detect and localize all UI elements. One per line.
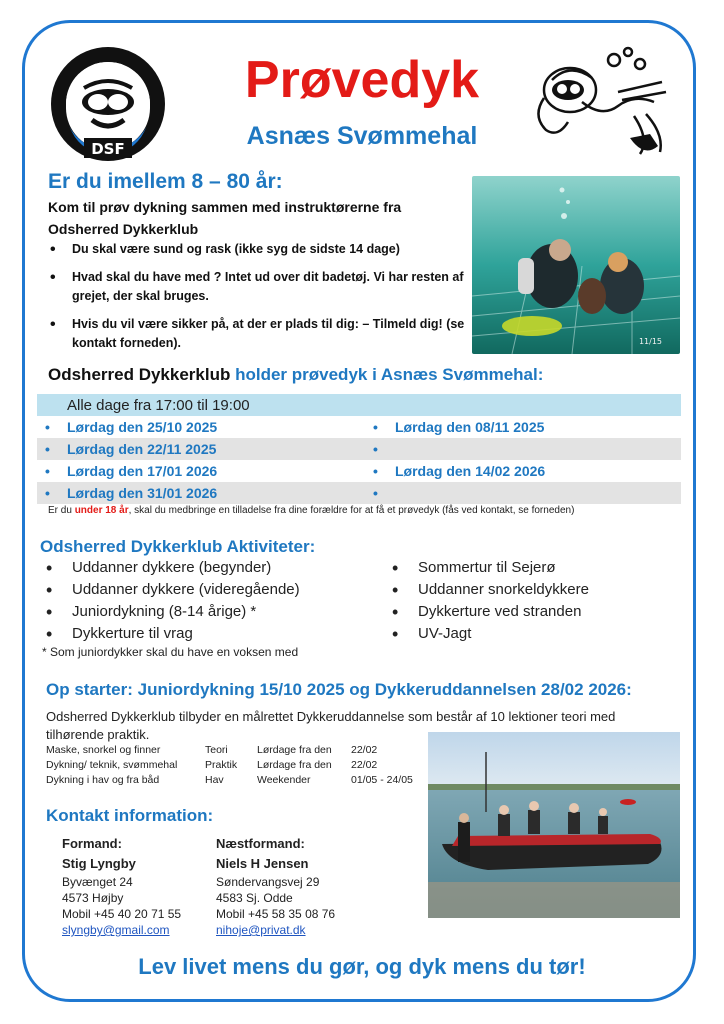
- lesson-row: Dykning/ teknik, svømmehal Praktik Lørdage fra den 22/02: [46, 758, 378, 771]
- requirement-item: • Hvad skal du have med ? Intet ud over dit badetøj. Vi har resten af grejet, der skal bruges.: [48, 268, 468, 306]
- contact-vice-chairman: [216, 834, 335, 938]
- activity-item: • Uddanner dykkere (begynder): [40, 557, 300, 579]
- requirement-item: • Hvis du vil være sikker på, at der er plads til dig: – Tilmeld dig! (se kontakt forneden).: [48, 315, 468, 353]
- under-18-note: Er du under 18 år, skal du medbringe en tilladelse fra dine forældre for at få et prøvedyk (fås ved kontakt, se forneden): [48, 505, 575, 516]
- contact-street: Søndervangsvej 29: [216, 875, 320, 889]
- contact-email-link[interactable]: nihoje@privat.dk: [216, 923, 306, 937]
- contact-street: Byvænget 24: [62, 875, 133, 889]
- schedule-cell: • Lørdag den 14/02 2026: [373, 463, 546, 479]
- schedule-header: Alle dage fra 17:00 til 19:00: [37, 394, 681, 416]
- contact-phone: Mobil +45 58 35 08 76: [216, 907, 336, 921]
- requirement-item: • Du skal være sund og rask (ikke syg de sidste 14 dage): [48, 240, 468, 259]
- contact-name: Stig Lyngby: [62, 856, 136, 871]
- schedule-cell: •: [365, 482, 681, 504]
- junior-note: * Som juniordykker skal du have en voksen med: [42, 645, 299, 659]
- slogan: Lev livet mens du gør, og dyk mens du tør!: [138, 954, 586, 979]
- activity-item: • Dykkerture ved stranden: [386, 601, 589, 623]
- holder-heading: [48, 365, 543, 385]
- lessons-table: [46, 742, 413, 787]
- activity-item: • Dykkerture til vrag: [40, 623, 300, 645]
- schedule-table: [37, 394, 681, 504]
- schedule-cell: •: [365, 438, 681, 460]
- activity-item: • Juniordykning (8-14 årige) *: [40, 601, 300, 623]
- lesson-row: Maske, snorkel og finner Teori Lørdage fra den 22/02: [46, 743, 378, 756]
- contact-heading: Kontakt information:: [46, 806, 214, 825]
- contact-name: Niels H Jensen: [216, 856, 309, 871]
- holder-text: holder prøvedyk i Asnæs Svømmehal:: [235, 365, 544, 384]
- contact-phone: Mobil +45 40 20 71 55: [62, 907, 182, 921]
- activity-item: • Uddanner snorkeldykkere: [386, 579, 589, 601]
- activities-heading: Odsherred Dykkerklub Aktiviteter:: [40, 537, 316, 556]
- holder-club: Odsherred Dykkerklub: [48, 365, 231, 384]
- schedule-cell: • Lørdag den 17/01 2026: [45, 463, 218, 479]
- lesson-row: Dykning i hav og fra båd Hav Weekender 01/05 - 24/05: [46, 773, 413, 786]
- logo-abbr: DSF: [91, 140, 125, 158]
- schedule-cell: • Lørdag den 31/01 2026: [37, 482, 365, 504]
- contact-email-link[interactable]: slyngby@gmail.com: [62, 923, 170, 937]
- page-title: Prøvedyk: [244, 51, 480, 109]
- activity-item: • UV-Jagt: [386, 623, 589, 645]
- age-heading: Er du imellem 8 – 80 år:: [48, 170, 283, 193]
- schedule-cell: • Lørdag den 22/11 2025: [37, 438, 365, 460]
- photo-stamp: 11/15: [638, 337, 662, 346]
- activity-item: • Uddanner dykkere (videregående): [40, 579, 300, 601]
- activities-left-list: [40, 557, 300, 645]
- contact-role: Næstformand:: [216, 836, 305, 851]
- contact-city: 4573 Højby: [62, 891, 124, 905]
- contact-role: Formand:: [62, 836, 122, 851]
- requirements-list: [48, 240, 468, 362]
- start-heading: Op starter: Juniordykning 15/10 2025 og Dykkeruddannelsen 28/02 2026:: [46, 680, 632, 699]
- activities-right-list: [386, 557, 589, 645]
- pool-diving-photo: [472, 176, 680, 354]
- boat-photo: [428, 732, 680, 918]
- contact-chairman: [62, 834, 181, 938]
- contact-city: 4583 Sj. Odde: [216, 891, 293, 905]
- schedule-cell: • Lørdag den 25/10 2025: [45, 419, 218, 435]
- intro-text: Kom til prøv dykning sammen med instruktørerne fra Odsherred Dykkerklub: [48, 199, 402, 237]
- education-description: Odsherred Dykkerklub tilbyder en målrettet Dykkeruddannelse som består af 10 lektioner teori med tilhørende praktik.: [46, 709, 616, 742]
- schedule-cell: • Lørdag den 08/11 2025: [373, 419, 545, 435]
- activity-item: • Sommertur til Sejerø: [386, 557, 589, 579]
- page-subtitle: Asnæs Svømmehal: [246, 122, 478, 150]
